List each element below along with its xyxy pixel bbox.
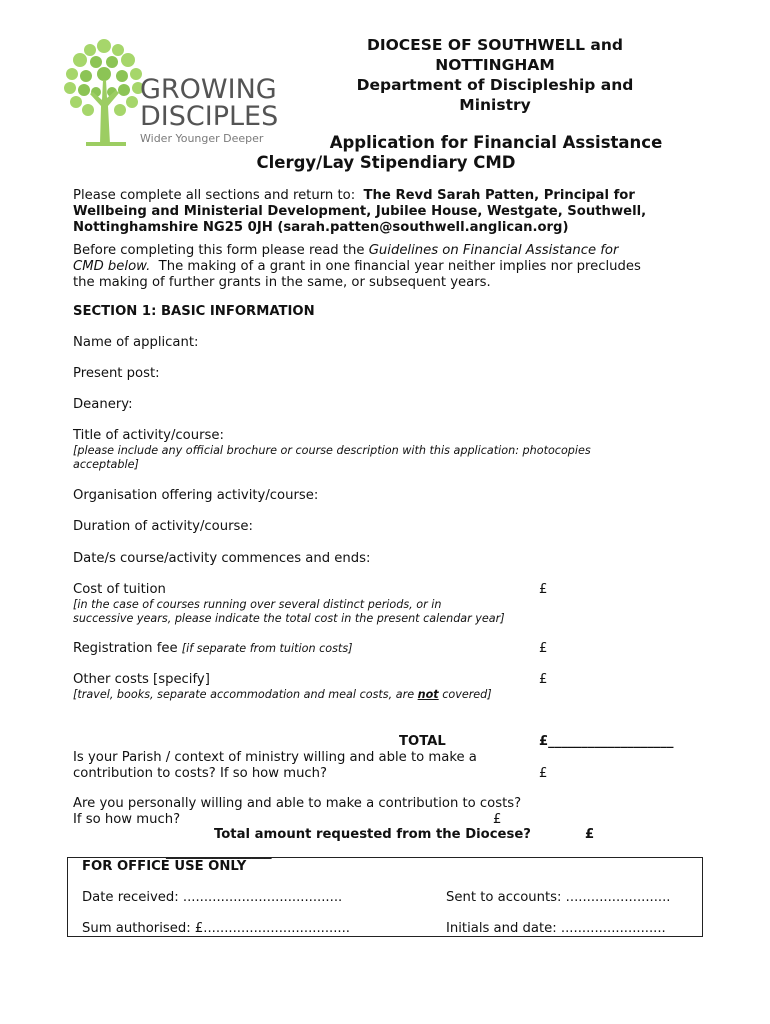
deanery-label: Deanery: — [73, 397, 133, 412]
total-requested-label: Total amount requested from the Diocese? — [214, 827, 531, 842]
sum-authorised-field[interactable]: Sum authorised: £................................... — [82, 921, 350, 936]
registration-fee-note: [if separate from tuition costs] — [181, 642, 353, 655]
tuition-currency: £ — [539, 582, 548, 597]
tuition-cost-label: Cost of tuition — [73, 582, 166, 597]
course-title-note-2: acceptable] — [73, 458, 139, 471]
return-recipient: The Revd Sarah Patten, Principal for — [363, 188, 635, 203]
form-title-line-2: Clergy/Lay Stipendiary CMD — [256, 153, 516, 172]
other-costs-label: Other costs [specify] — [73, 672, 210, 687]
office-use-box — [67, 857, 703, 937]
logo-wordmark-growing: GROWING — [140, 74, 277, 105]
return-prefix: Please complete all sections and return to: — [73, 188, 364, 203]
personal-currency: £ — [493, 812, 502, 827]
parish-question-line-1: Is your Parish / context of ministry willing and able to make a — [73, 750, 477, 765]
tree-logo-icon — [60, 36, 150, 148]
logo-wordmark-disciples: DISCIPLES — [140, 101, 279, 132]
form-title-line-1: Application for Financial Assistance — [329, 133, 663, 152]
initials-date-field[interactable]: Initials and date: ......................... — [446, 921, 666, 936]
other-costs-note — [73, 688, 492, 702]
return-address-line-2: Wellbeing and Ministerial Development, Jubilee House, Westgate, Southwell, — [73, 204, 647, 219]
diocese-line-2: NOTTINGHAM — [435, 56, 555, 74]
before-completing-text — [73, 243, 713, 291]
department-line-1: Department of Discipleship and — [356, 76, 634, 94]
guidelines-reference: Guidelines on Financial Assistance for — [368, 243, 619, 258]
course-title-label: Title of activity/course: — [73, 428, 224, 443]
course-title-note-1: [please include any official brochure or course description with this application: photocopies — [73, 444, 591, 457]
return-instructions — [73, 188, 713, 236]
total-value-field[interactable]: £___________________ — [539, 734, 674, 749]
sent-to-accounts-field[interactable]: Sent to accounts: ......................... — [446, 890, 671, 905]
tuition-note-2: successive years, please indicate the total cost in the present calendar year] — [73, 612, 505, 625]
department-line-2: Ministry — [459, 96, 531, 114]
parish-currency: £ — [539, 766, 548, 781]
dates-label: Date/s course/activity commences and ends: — [73, 551, 371, 566]
parish-question-line-2: contribution to costs? If so how much? — [73, 766, 328, 781]
date-received-field[interactable]: Date received: ...................................... — [82, 890, 343, 905]
total-requested-line[interactable]: ________________ — [166, 845, 272, 860]
other-costs-note-a: [travel, books, separate accommodation and meal costs, are — [73, 688, 418, 701]
tuition-note-1: [in the case of courses running over several distinct periods, or in — [73, 598, 442, 611]
present-post-label: Present post: — [73, 366, 160, 381]
section-1-heading: SECTION 1: BASIC INFORMATION — [73, 304, 315, 319]
return-address-line-3: Nottinghamshire NG25 0JH (sarah.patten@southwell.anglican.org) — [73, 220, 569, 235]
diocese-line-1: DIOCESE OF SOUTHWELL and — [367, 36, 623, 54]
registration-fee-label: Registration fee — [73, 641, 182, 656]
personal-question-line-1: Are you personally willing and able to make a contribution to costs? — [73, 796, 522, 811]
guidelines-reference-end: CMD below. — [73, 259, 151, 274]
office-use-heading: FOR OFFICE USE ONLY — [82, 859, 247, 874]
organisation-label: Organisation offering activity/course: — [73, 488, 319, 503]
personal-question-line-2: If so how much? — [73, 812, 181, 827]
name-of-applicant-label: Name of applicant: — [73, 335, 199, 350]
not-covered-emphasis: not — [417, 688, 439, 701]
diocese-heading — [312, 35, 678, 115]
logo-tagline: Wider Younger Deeper — [140, 132, 264, 145]
registration-currency: £ — [539, 641, 548, 656]
total-requested-currency: £ — [585, 827, 595, 842]
total-label: TOTAL — [399, 734, 446, 749]
grant-policy-text: The making of a grant in one financial year neither implies nor precludes — [150, 259, 641, 274]
duration-label: Duration of activity/course: — [73, 519, 253, 534]
grant-policy-text-end: the making of further grants in the same, or subsequent years. — [73, 275, 491, 290]
registration-fee-row — [73, 641, 353, 657]
growing-disciples-logo — [60, 36, 282, 150]
before-prefix: Before completing this form please read the — [73, 243, 369, 258]
other-costs-note-b: covered] — [438, 688, 492, 701]
parish-contribution-question — [73, 750, 477, 782]
other-costs-currency: £ — [539, 672, 548, 687]
personal-contribution-question — [73, 796, 521, 828]
